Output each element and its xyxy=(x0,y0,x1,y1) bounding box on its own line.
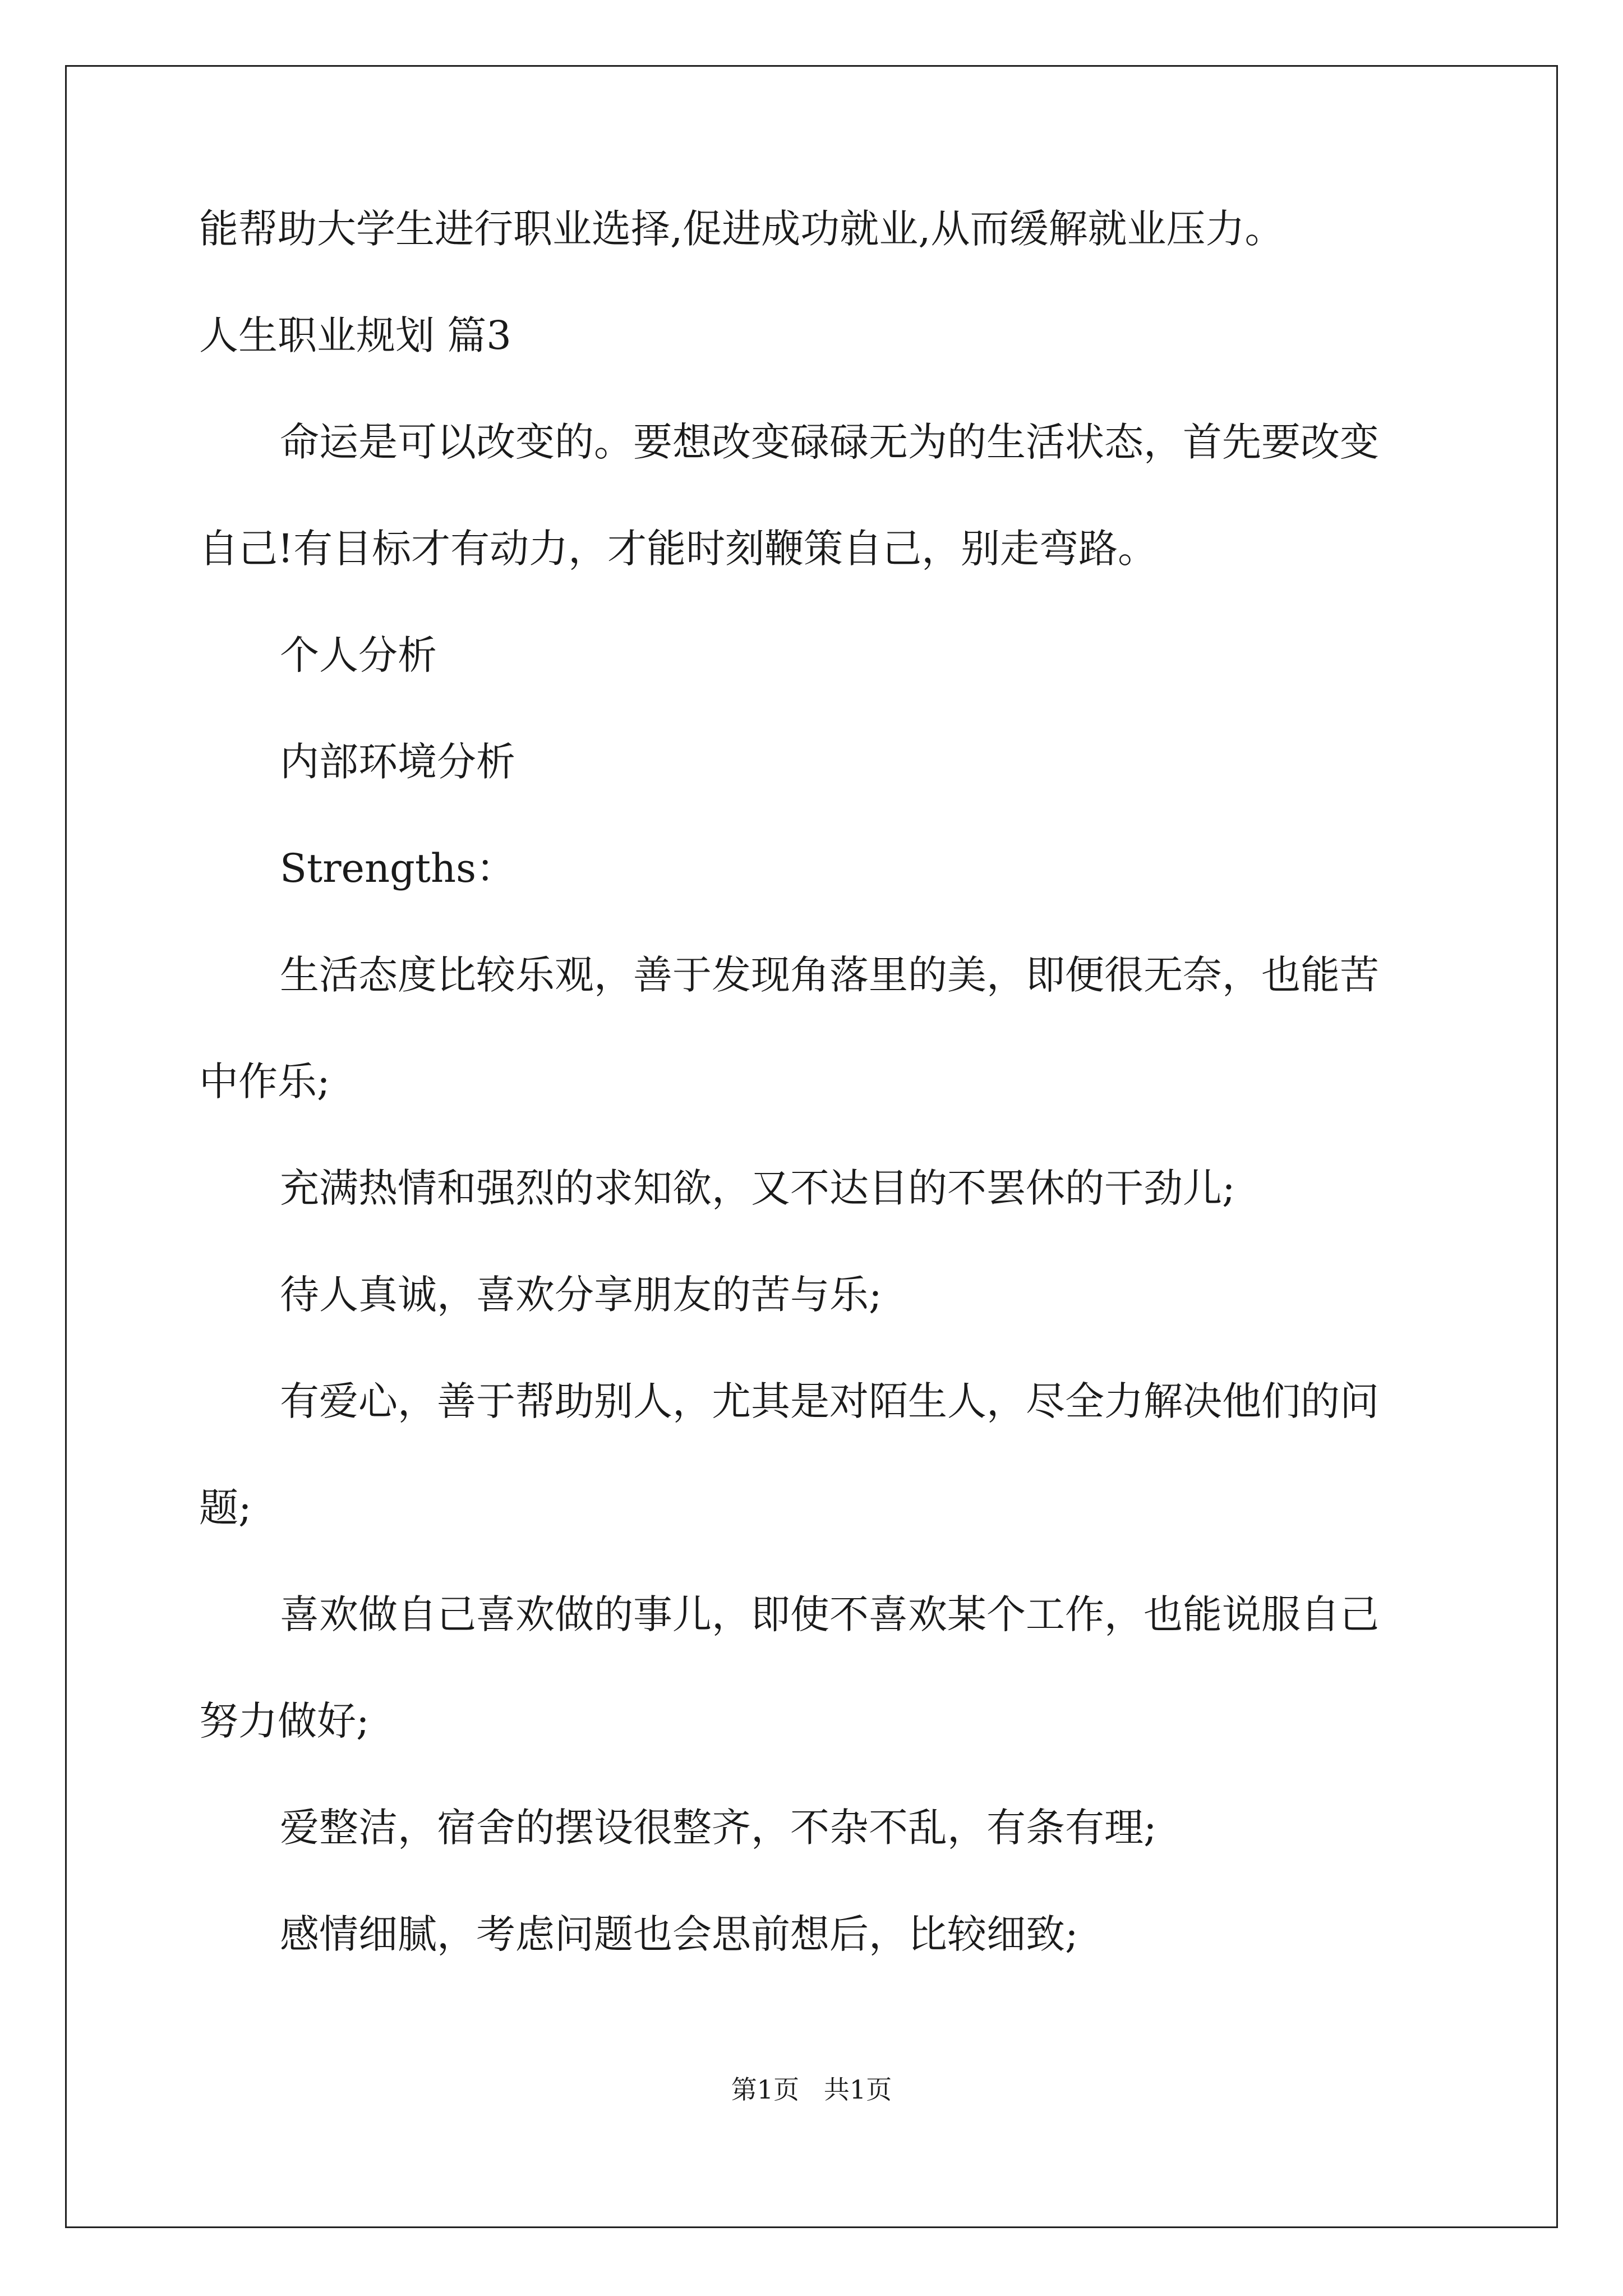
page-border xyxy=(65,65,1558,2228)
paragraph-line: 生活态度比较乐观，善于发现角落里的美，即便很无奈，也能苦 xyxy=(280,952,1379,998)
paragraph-line: 努力做好; xyxy=(199,1698,370,1744)
subheading: Strengths： xyxy=(280,845,515,891)
paragraph-line: 喜欢做自己喜欢做的事儿，即使不喜欢某个工作，也能说服自己 xyxy=(280,1591,1379,1637)
subheading: 内部环境分析 xyxy=(280,739,515,785)
paragraph-line: 题; xyxy=(199,1485,252,1531)
paragraph-line: 有爱心，善于帮助别人，尤其是对陌生人，尽全力解决他们的问 xyxy=(280,1378,1379,1424)
paragraph-line: 自己!有目标才有动力，才能时刻鞭策自己，别走弯路。 xyxy=(199,526,1158,572)
paragraph-line: 命运是可以改变的。要想改变碌碌无为的生活状态，首先要改变 xyxy=(280,419,1379,465)
page-footer: 第1页 共1页 xyxy=(731,2074,892,2105)
subheading: 个人分析 xyxy=(280,632,437,678)
paragraph-line: 爱整洁，宿舍的摆设很整齐，不杂不乱，有条有理; xyxy=(280,1805,1157,1851)
paragraph-line: 充满热情和强烈的求知欲，又不达目的不罢休的干劲儿; xyxy=(280,1165,1235,1211)
section-heading: 人生职业规划 篇3 xyxy=(199,312,511,358)
paragraph-line: 感情细腻，考虑问题也会思前想后，比较细致; xyxy=(280,1911,1078,1957)
paragraph-line: 待人真诚，喜欢分享朋友的苦与乐; xyxy=(280,1272,882,1318)
paragraph-line: 中作乐; xyxy=(199,1059,330,1105)
paragraph-line: 能帮助大学生进行职业选择,促进成功就业,从而缓解就业压力。 xyxy=(199,206,1284,252)
